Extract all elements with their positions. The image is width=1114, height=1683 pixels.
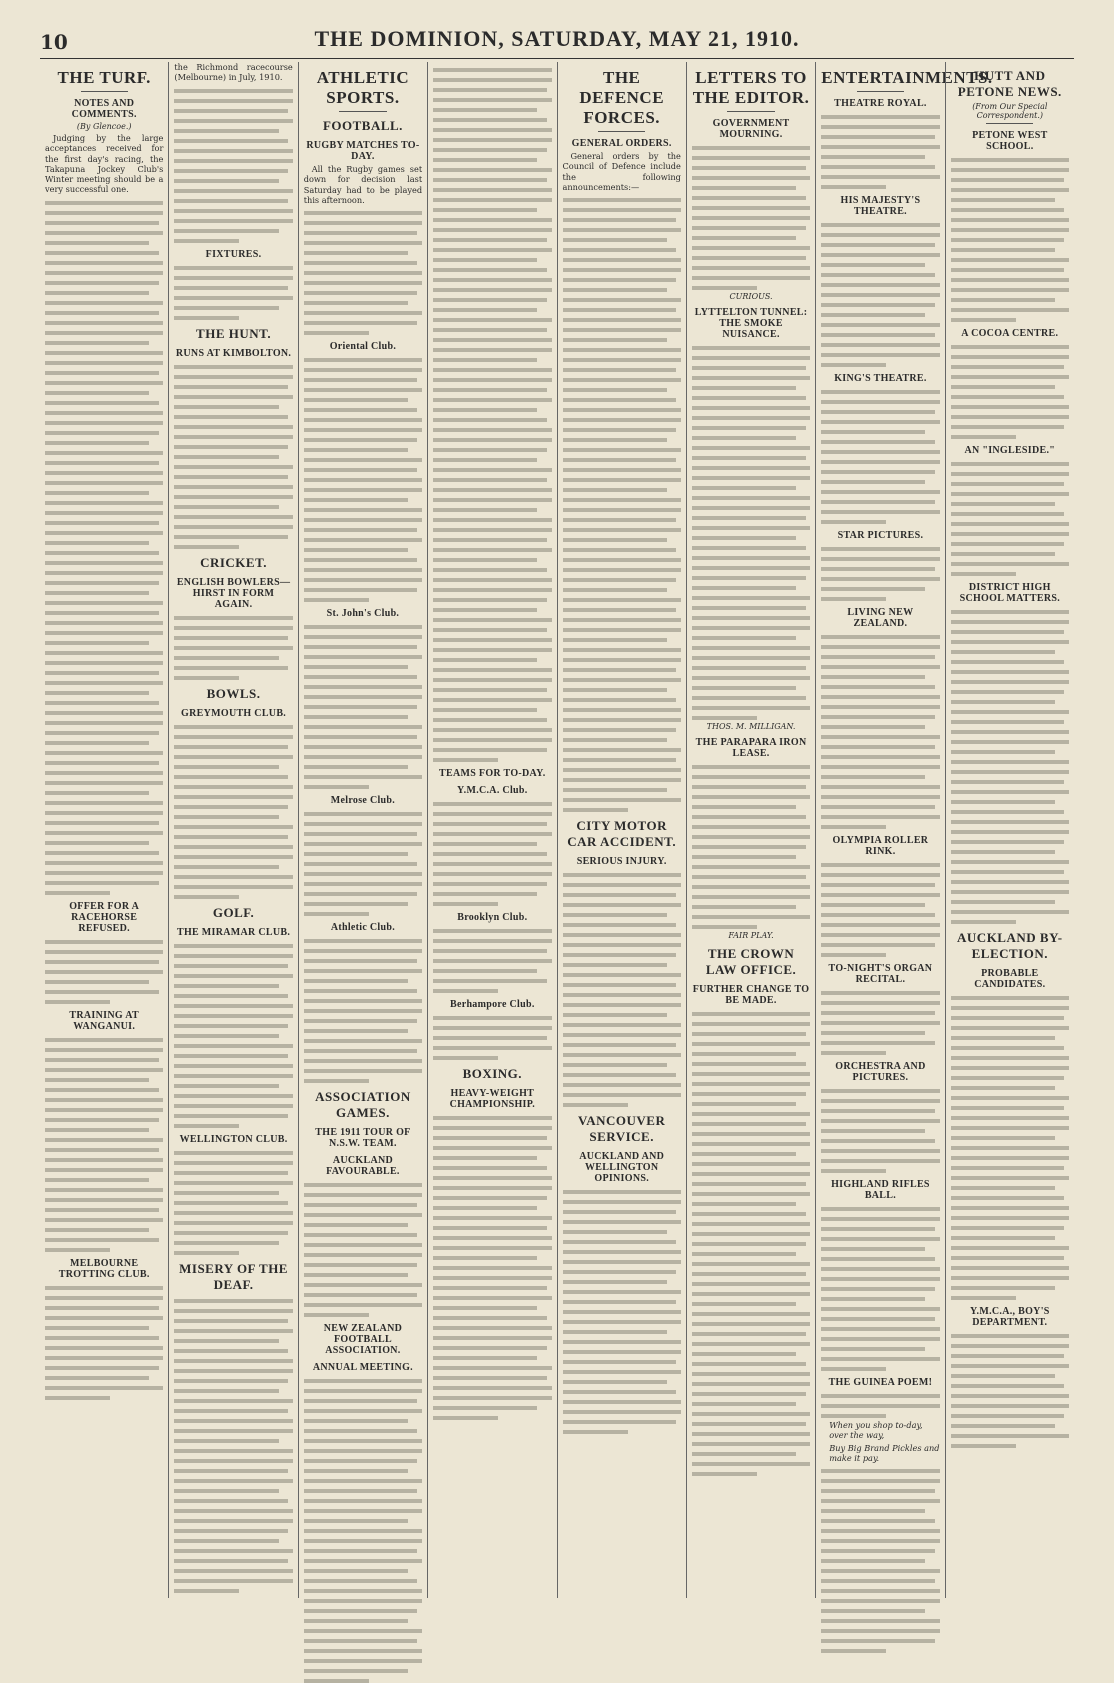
sub-heading: TRAINING AT WANGANUI. <box>69 1009 139 1032</box>
sub-heading: THE 1911 TOUR OF N.S.W. TEAM. <box>315 1127 411 1150</box>
section-heading: ENTERTAINMENTS. <box>821 68 993 87</box>
article-body <box>563 873 681 1107</box>
sub-heading: GENERAL ORDERS. <box>571 138 672 149</box>
sub-heading: GOVERNMENT MOURNING. <box>712 118 790 140</box>
article-body <box>563 198 681 812</box>
masthead <box>40 24 1074 59</box>
article-body <box>821 223 939 367</box>
sub-heading: SERIOUS INJURY. <box>576 856 667 868</box>
article-body <box>174 1151 292 1255</box>
section-heading: CRICKET. <box>200 554 268 570</box>
sub-heading: NEW ZEALAND FOOTBALL ASSOCIATION. <box>323 1323 403 1357</box>
byline: (From Our Special Correspondent.) <box>972 102 1048 120</box>
sub-heading: FOOTBALL. <box>322 118 403 133</box>
column-letters <box>686 62 815 1598</box>
article-text: Judging by the large acceptances received for the first day's racing, the Takapuna Jockey Club's Winter meeting should be a very successful one. <box>45 133 164 195</box>
letter-signature: FAIR PLAY. <box>728 931 774 940</box>
article-body <box>304 1183 422 1317</box>
section-heading: BOWLS. <box>206 685 261 701</box>
sub-heading: THEATRE ROYAL. <box>834 98 927 109</box>
section-heading: ASSOCIATION GAMES. <box>315 1089 411 1121</box>
sub-heading: ANNUAL MEETING. <box>312 1362 413 1374</box>
sub-heading: DISTRICT HIGH SCHOOL MATTERS. <box>959 582 1061 604</box>
article-body <box>174 89 292 243</box>
article-body <box>433 1116 551 1420</box>
article-body <box>692 765 810 929</box>
sub-heading: OFFER FOR A RACEHORSE REFUSED. <box>69 900 140 934</box>
sub-heading: Y.M.C.A. Club. <box>457 785 528 796</box>
article-body <box>45 1286 163 1400</box>
sub-heading: FURTHER CHANGE TO BE MADE. <box>692 984 810 1006</box>
section-heading: MISERY OF THE DEAF. <box>179 1260 288 1292</box>
byline: (By Glencoe.) <box>76 122 132 131</box>
sub-heading: MELBOURNE TROTTING CLUB. <box>58 1257 150 1280</box>
poem-line: Buy Big Brand Pickles and make it pay. <box>829 1442 940 1463</box>
article-body <box>433 68 551 762</box>
sub-heading: HIGHLAND RIFLES BALL. <box>831 1179 930 1201</box>
letter-signature: CURIOUS. <box>729 292 773 301</box>
article-body <box>304 211 422 335</box>
sub-heading: Y.M.C.A., BOY'S DEPARTMENT. <box>969 1306 1050 1328</box>
sub-heading: HEAVY-WEIGHT CHAMPIONSHIP. <box>449 1088 536 1110</box>
article-body <box>821 115 939 189</box>
sub-heading: FIXTURES. <box>205 248 262 260</box>
sub-heading: THE MIRAMAR CLUB. <box>176 926 291 938</box>
article-body <box>433 802 551 906</box>
sub-heading: LYTTELTON TUNNEL: THE SMOKE NUISANCE. <box>694 307 808 340</box>
article-body <box>45 1038 163 1252</box>
article-body <box>821 635 939 829</box>
section-heading: THE HUNT. <box>196 325 272 341</box>
article-body <box>304 1379 422 1683</box>
article-body <box>821 547 939 601</box>
sub-heading: AUCKLAND AND WELLINGTON OPINIONS. <box>579 1151 665 1185</box>
sub-heading: PETONE WEST SCHOOL. <box>972 130 1048 152</box>
section-heading: THE DEFENCE FORCES. <box>579 68 665 127</box>
sub-heading: LIVING NEW ZEALAND. <box>847 607 914 629</box>
sub-heading: OLYMPIA ROLLER RINK. <box>832 835 929 857</box>
article-body <box>563 1190 681 1434</box>
section-heading: GOLF. <box>212 904 255 920</box>
article-text: All the Rugby games set down for decision last Saturday had to be played this afternoon. <box>303 164 423 205</box>
sub-heading: PROBABLE CANDIDATES. <box>974 968 1046 990</box>
article-body <box>692 1012 810 1476</box>
article-body <box>821 1089 939 1173</box>
sub-heading: TEAMS FOR TO-DAY. <box>439 768 546 779</box>
sub-heading: Melrose Club. <box>330 795 396 807</box>
article-body <box>821 1394 939 1418</box>
column-athletic <box>298 62 427 1598</box>
article-body <box>951 158 1069 322</box>
article-text: the Richmond racecourse (Melbourne) in July, 1910. <box>174 62 293 83</box>
section-heading: ATHLETIC SPORTS. <box>316 68 410 107</box>
article-body <box>951 610 1069 924</box>
columns <box>40 62 1074 1598</box>
article-body <box>433 1016 551 1060</box>
sub-heading: St. John's Club. <box>326 608 400 620</box>
sub-heading: Athletic Club. <box>330 922 396 934</box>
article-body <box>821 390 939 524</box>
sub-heading: Brooklyn Club. <box>457 912 528 923</box>
article-body <box>951 996 1069 1300</box>
column-defence <box>557 62 686 1598</box>
sub-heading: A COCOA CENTRE. <box>961 328 1059 339</box>
column-turf <box>40 62 168 1598</box>
sub-heading: ENGLISH BOWLERS—HIRST IN FORM AGAIN. <box>176 576 291 610</box>
section-heading: VANCOUVER SERVICE. <box>578 1113 666 1145</box>
article-body <box>304 358 422 602</box>
article-body <box>174 616 292 680</box>
newspaper-title: THE DOMINION, SATURDAY, MAY 21, 1910. <box>314 26 800 51</box>
article-body <box>821 991 939 1055</box>
article-body <box>45 201 163 895</box>
sub-heading: THE GUINEA POEM! <box>828 1377 933 1388</box>
article-body <box>951 1334 1069 1448</box>
sub-heading: RUGBY MATCHES TO-DAY. <box>306 140 420 162</box>
section-heading: CITY MOTOR CAR ACCIDENT. <box>567 818 677 850</box>
article-body <box>692 146 810 290</box>
section-heading: HUTT AND PETONE NEWS. <box>957 68 1062 99</box>
sub-heading: RUNS AT KIMBOLTON. <box>175 347 292 359</box>
article-body <box>692 346 810 720</box>
sub-heading: AN "INGLESIDE." <box>964 445 1056 456</box>
article-body <box>821 1207 939 1371</box>
article-body <box>174 365 292 549</box>
article-body <box>174 944 292 1128</box>
article-body <box>951 345 1069 439</box>
sub-heading: Berhampore Club. <box>450 999 535 1010</box>
column-hutt-petone <box>945 62 1074 1598</box>
article-body <box>821 1469 939 1653</box>
section-heading: BOXING. <box>462 1066 523 1081</box>
sub-heading: THE PARAPARA IRON LEASE. <box>695 737 807 759</box>
article-body <box>304 625 422 789</box>
column-teams <box>427 62 556 1598</box>
poem-line: When you shop to-day, over the way, <box>829 1420 923 1441</box>
letter-signature: THOS. M. MILLIGAN. <box>706 722 796 731</box>
sub-heading: AUCKLAND FAVOURABLE. <box>326 1155 400 1178</box>
sub-heading: KING'S THEATRE. <box>834 373 927 384</box>
sub-heading: HIS MAJESTY'S THEATRE. <box>840 195 921 217</box>
article-body <box>951 462 1069 576</box>
column-entertainments <box>815 62 993 1598</box>
article-body <box>174 1299 292 1593</box>
section-heading: AUCKLAND BY-ELECTION. <box>957 930 1063 961</box>
section-heading: LETTERS TO THE EDITOR. <box>692 68 810 107</box>
column-sport <box>168 62 297 1598</box>
sub-heading: NOTES AND COMMENTS. <box>71 98 137 120</box>
article-body <box>821 863 939 957</box>
sub-heading: GREYMOUTH CLUB. <box>181 707 287 719</box>
sub-heading: Oriental Club. <box>329 341 397 353</box>
sub-heading: WELLINGTON CLUB. <box>179 1133 288 1145</box>
article-body <box>304 812 422 916</box>
article-body <box>45 940 163 1004</box>
sub-heading: ORCHESTRA AND PICTURES. <box>835 1061 926 1083</box>
article-body <box>433 929 551 993</box>
section-heading: THE CROWN LAW OFFICE. <box>705 946 797 977</box>
sub-heading: STAR PICTURES. <box>837 530 924 541</box>
article-body <box>174 266 292 320</box>
page-number: 10 <box>40 30 68 54</box>
sub-heading: TO-NIGHT'S ORGAN RECITAL. <box>828 963 933 985</box>
section-heading: THE TURF. <box>57 68 151 87</box>
article-text: General orders by the Council of Defence include the following announcements:— <box>562 151 681 192</box>
article-body <box>304 939 422 1083</box>
article-body <box>174 725 292 899</box>
